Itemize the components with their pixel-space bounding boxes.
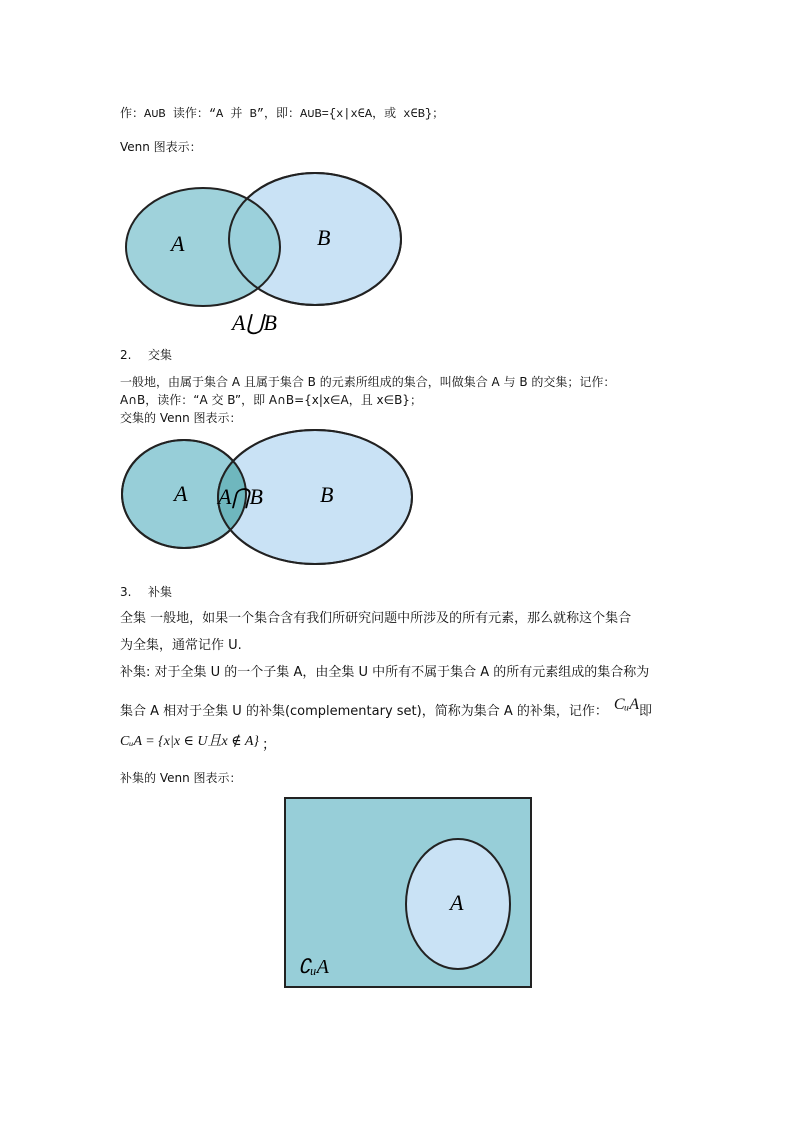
union-label-b: B [317, 225, 331, 250]
complement-def-line2: 集合 A 相对于全集 U 的补集(complementary set)，简称为集合 A 的补集，记作： CᵤA即 [120, 696, 653, 719]
universal-set-line1: 全集 一般地，如果一个集合含有我们所研究问题中所涉及的所有元素，那么就称这个集合 [120, 611, 632, 626]
complement-term: 补集 [120, 665, 147, 680]
complement-formula: CᵤA = {x|x ∈ U且x ∉ A} [120, 734, 260, 749]
union-label-a: A [171, 231, 185, 256]
intersection-definition-line1: 一般地，由属于集合 A 且属于集合 B 的元素所组成的集合，叫做集合 A 与 B 的交集；记作： [120, 375, 616, 389]
complement-venn-intro: 补集的 Venn 图表示： [120, 771, 242, 785]
complement-region-label: ∁ᵤA [298, 956, 329, 978]
complement-title: 补集 [148, 585, 173, 599]
complement-label-a: A [450, 890, 464, 915]
intersection-label-ab: A⋂B [218, 484, 263, 509]
complement-formula-line: CᵤA = {x|x ∈ U且x ∉ A} ； [120, 734, 277, 753]
complement-def-line1: 补集: 对于全集 U 的一个子集 A，由全集 U 中所有不属于集合 A 的所有元素组成的集合称为 [120, 665, 650, 680]
complement-venn-diagram [284, 797, 534, 989]
intersection-venn-diagram [110, 425, 420, 575]
union-venn-diagram [110, 165, 420, 340]
intersection-definition-line2: A∩B，读作：“A 交 B”，即 A∩B={x|x∈A，且 x∈B}； [120, 393, 422, 407]
complement-notation-inline: CᵤA [613, 696, 640, 713]
universal-set-line2: 为全集，通常记作 U. [120, 638, 242, 653]
intersection-heading [120, 347, 172, 363]
complement-heading [120, 584, 172, 600]
intersection-label-a: A [174, 481, 188, 506]
complement-number: 3. [120, 585, 132, 599]
intersection-title: 交集 [148, 348, 173, 362]
intersection-number: 2. [120, 348, 132, 362]
union-venn-intro: Venn 图表示： [120, 140, 202, 154]
union-caption: A⋃B [232, 310, 277, 335]
union-notation-line: 作：A∪B 读作：“A 并 B”，即：A∪B={x|x∈A，或 x∈B}； [120, 107, 445, 121]
intersection-label-b: B [320, 482, 334, 507]
universal-set-term: 全集 [120, 611, 147, 626]
intersection-venn-intro: 交集的 Venn 图表示： [120, 411, 242, 425]
